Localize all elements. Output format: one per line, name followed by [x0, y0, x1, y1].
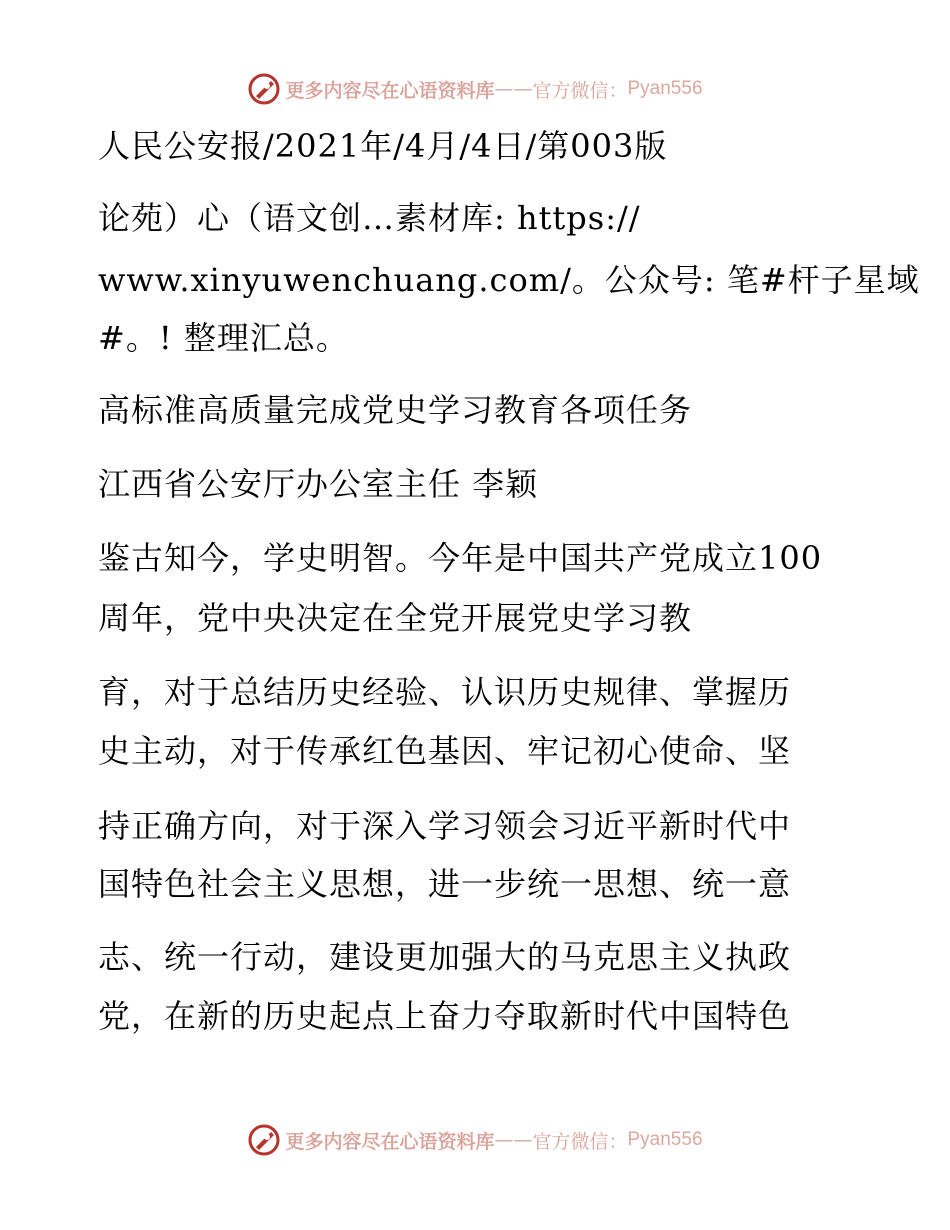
paragraph-line: 国特色社会主义思想，进一步统一思想、统一意 [98, 865, 792, 903]
article-title: 高标准高质量完成党史学习教育各项任务 [98, 391, 693, 429]
watermark-main-text: 更多内容尽在心语资料库 [285, 79, 495, 102]
watermark-wechat-id: Pyan556 [627, 78, 703, 99]
paragraph-line: 持正确方向，对于深入学习领会习近平新时代中 [98, 807, 792, 845]
watermark-separator: —— [494, 1129, 533, 1151]
paragraph-line: 党，在新的历史起点上奋力夺取新时代中国特色 [98, 997, 792, 1035]
text-line: www.xinyuwenchuang.com/。公众号: 笔#杆子星域 [98, 261, 920, 299]
watermark-main-text: 更多内容尽在心语资料库 [285, 1130, 495, 1153]
source-line: 人民公安报/2021年/4月/4日/第003版 [98, 127, 668, 165]
watermark-official-label: 官方微信： [532, 1130, 628, 1153]
watermark-wechat-id: Pyan556 [627, 1129, 703, 1150]
watermark-separator: —— [494, 78, 533, 100]
text-line: #。! 整理汇总。 [98, 319, 349, 357]
watermark-header [0, 71, 950, 107]
watermark-footer [0, 1122, 950, 1158]
paragraph-line: 史主动，对于传承红色基因、牢记初心使命、坚 [98, 732, 792, 770]
paragraph-line: 育，对于总结历史经验、认识历史规律、掌握历 [98, 673, 792, 711]
paragraph-line: 志、统一行动，建设更加强大的马克思主义执政 [98, 938, 792, 976]
pen-logo-icon [247, 1123, 281, 1157]
text-line: 论苑）心（语文创…素材库: https:// [98, 199, 641, 237]
paragraph-line: 鉴古知今，学史明智。今年是中国共产党成立100 [98, 539, 823, 577]
author-line: 江西省公安厅办公室主任 李颖 [98, 465, 539, 503]
watermark-official-label: 官方微信： [532, 79, 628, 102]
paragraph-line: 周年，党中央决定在全党开展党史学习教 [98, 599, 693, 637]
pen-logo-icon [247, 72, 281, 106]
